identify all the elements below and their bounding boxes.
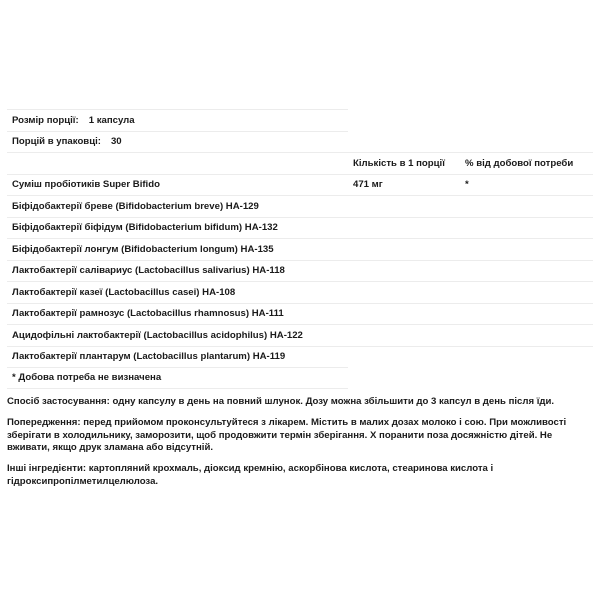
warning-text: Попередження: перед прийомом проконсультуйтеся з лікарем. Містить в малих дозах молоко і сою. При можливості зберігати в холодильнику, заморозити, щоб продовжити термін зберігання. Х поранити поза досяжністю дітей. Не вживати, якщо друк зламана або відсутній. — [7, 417, 567, 454]
ingredient-name: Лактобактерії салівариус (Lactobacillus salivarius) HA-118 — [12, 265, 285, 277]
serving-size-row — [7, 109, 348, 131]
table-row — [7, 303, 593, 325]
table-row — [7, 174, 593, 196]
table-row — [7, 346, 593, 368]
table-row — [7, 281, 593, 303]
ingredient-name: Біфідобактерії біфідум (Bifidobacterium bifidum) HA-132 — [12, 222, 278, 234]
ingredient-name: Лактобактерії казеї (Lactobacillus casei) HA-108 — [12, 286, 236, 298]
header-daily-value: % від добової потреби — [465, 157, 574, 169]
table-row — [7, 195, 593, 217]
footnote-row — [7, 367, 348, 389]
table-row — [7, 217, 593, 239]
table-row — [7, 238, 593, 260]
usage-text: Спосіб застосування: одну капсулу в день на повний шлунок. Дозу можна збільшити до 3 капсул в день після їди. — [7, 396, 555, 407]
ingredient-daily-value: * — [465, 179, 469, 191]
ingredient-name: Біфідобактерії бреве (Bifidobacterium breve) HA-129 — [12, 200, 259, 212]
product-notes — [7, 396, 593, 497]
table-header-row — [7, 152, 593, 174]
ingredient-name: Біфідобактерії лонгум (Bifidobacterium longum) HA-135 — [12, 243, 274, 255]
ingredient-amount: 471 мг — [353, 179, 383, 191]
supplement-facts — [7, 109, 593, 389]
ingredient-name: Лактобактерії рамнозус (Lactobacillus rhamnosus) HA-111 — [12, 308, 284, 320]
serving-size-label: Розмір порції: — [12, 114, 79, 126]
ingredient-name: Суміш пробіотиків Super Bifido — [12, 179, 160, 191]
servings-per-container-label: Порцій в упаковці: — [12, 136, 101, 148]
ingredient-name: Ацидофільні лактобактерії (Lactobacillus acidophilus) HA-122 — [12, 329, 303, 341]
table-row — [7, 260, 593, 282]
servings-per-container-row — [7, 131, 348, 153]
table-row — [7, 324, 593, 346]
footnote: * Добова потреба не визначена — [12, 372, 162, 384]
serving-size-value: 1 капсула — [88, 114, 135, 126]
ingredient-name: Лактобактерії плантарум (Lactobacillus plantarum) HA-119 — [12, 351, 286, 363]
servings-per-container-value: 30 — [110, 136, 122, 148]
other-ingredients-text: Інші інгредієнти: картопляний крохмаль, діоксид кремнію, аскорбінова кислота, стеаринова кислота і гідроксипропілметилцелюлоза. — [7, 463, 494, 487]
header-amount: Кількість в 1 порції — [353, 157, 445, 169]
